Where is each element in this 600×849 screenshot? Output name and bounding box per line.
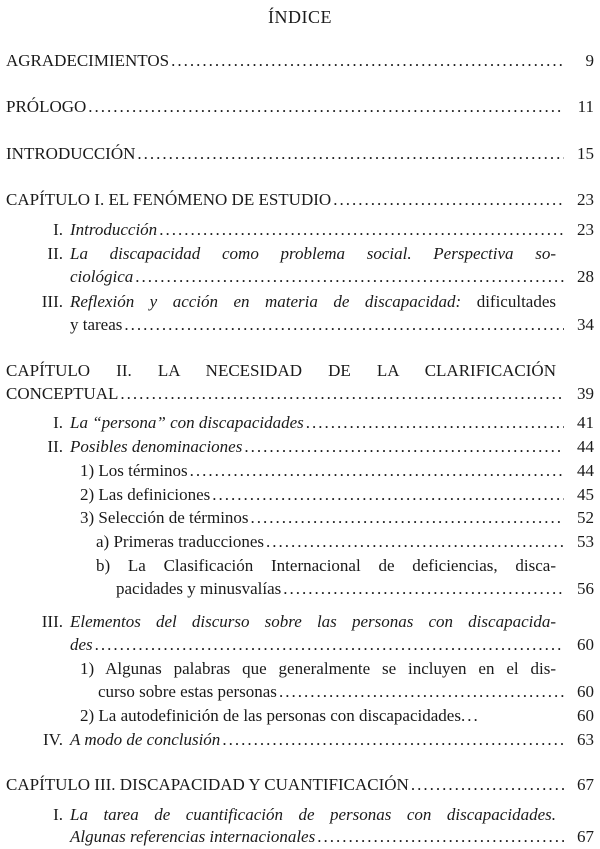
entry-label: La discapacidad como problema social. Perspectiva so- xyxy=(70,244,556,263)
section-number: I. xyxy=(53,805,63,824)
toc-entry-prologo[interactable] xyxy=(6,96,594,118)
dot-leader xyxy=(95,634,564,656)
entry-label: INTRODUCCIÓN xyxy=(6,144,136,163)
page-number: 63 xyxy=(577,730,594,749)
toc-entry-capitulo-2-line1[interactable] xyxy=(6,360,556,382)
toc-entry-c1-discapacidad-line1[interactable] xyxy=(70,243,556,265)
section-number: II. xyxy=(47,437,63,456)
entry-label: 1) Algunas palabras que generalmente se incluyen en el dis- xyxy=(80,659,556,678)
entry-label: 3) Selección de términos xyxy=(80,508,249,527)
dot-leader xyxy=(159,219,564,241)
entry-label: pacidades y minusvalías xyxy=(116,579,282,598)
section-number: IV. xyxy=(43,730,63,749)
dot-leader xyxy=(190,460,564,482)
page-number: 52 xyxy=(577,508,594,527)
toc-entry-c2-traducciones[interactable] xyxy=(96,531,594,553)
entry-label: Introducción xyxy=(70,220,158,239)
page-number: 44 xyxy=(577,437,594,456)
dot-leader xyxy=(137,143,564,165)
section-number: II. xyxy=(47,244,63,263)
toc-entry-c2-seleccion[interactable] xyxy=(80,507,594,529)
section-number: I. xyxy=(53,413,63,432)
section-number: III. xyxy=(41,292,63,311)
page-number: 44 xyxy=(577,461,594,480)
toc-entry-c2-conclusion[interactable] xyxy=(70,729,594,751)
dot-leader xyxy=(266,531,564,553)
toc-entry-c2-denominaciones[interactable] xyxy=(70,436,594,458)
toc-entry-agradecimientos[interactable] xyxy=(6,50,594,72)
page-number: 15 xyxy=(577,144,594,163)
section-number: I. xyxy=(53,220,63,239)
dot-leader xyxy=(88,96,564,118)
entry-label: CAPÍTULO III. DISCAPACIDAD Y CUANTIFICACIÓN xyxy=(6,775,409,794)
dot-leader xyxy=(279,681,564,703)
entry-label: des xyxy=(70,635,93,654)
dot-leader xyxy=(135,266,564,288)
toc-entry-c2-clasificacion-line1[interactable] xyxy=(96,555,556,577)
toc-entry-c3-cuantificacion-line1[interactable] xyxy=(70,804,556,826)
entry-label: b) La Clasificación Internacional de deficiencias, disca- xyxy=(96,556,556,575)
toc-entry-introduccion[interactable] xyxy=(6,143,594,165)
entry-label: CAPÍTULO II. LA NECESIDAD DE LA CLARIFICACIÓN xyxy=(6,361,556,380)
toc-entry-c3-cuantificacion[interactable] xyxy=(70,826,594,848)
page-number: 41 xyxy=(577,413,594,432)
entry-label: La “persona” con discapacidades xyxy=(70,413,304,432)
page-number: 9 xyxy=(585,51,594,70)
toc-entry-c2-autodefinicion[interactable] xyxy=(80,705,594,727)
dot-leader xyxy=(212,484,564,506)
dot-leader xyxy=(222,729,564,751)
page-number: 23 xyxy=(577,190,594,209)
entry-label: A modo de conclusión xyxy=(70,730,221,749)
page-number: 60 xyxy=(577,706,594,725)
toc-entry-c2-discurso[interactable] xyxy=(70,634,594,656)
toc-entry-c2-palabras-line1[interactable] xyxy=(80,658,556,680)
page-number: 60 xyxy=(577,635,594,654)
page-number: 39 xyxy=(577,384,594,403)
dot-leader xyxy=(124,314,564,336)
entry-label: curso sobre estas personas xyxy=(98,682,277,701)
entry-label: y tareas xyxy=(70,315,123,334)
dot-leader xyxy=(171,50,564,72)
toc-entry-c2-terminos[interactable] xyxy=(80,460,594,482)
toc-entry-c2-definiciones[interactable] xyxy=(80,484,594,506)
entry-label-italic: Reflexión y acción en materia de discapacidad: xyxy=(70,292,462,311)
toc-entry-c1-discapacidad[interactable] xyxy=(70,266,594,288)
toc-entry-capitulo-2[interactable] xyxy=(6,383,594,405)
entry-label: Algunas referencias internacionales xyxy=(70,827,316,846)
page-number: 11 xyxy=(577,97,594,116)
entry-label: AGRADECIMIENTOS xyxy=(6,51,170,70)
entry-label: CAPÍTULO I. EL FENÓMENO DE ESTUDIO xyxy=(6,190,332,209)
page-number: 67 xyxy=(577,775,594,794)
entry-label-rest: dificultades xyxy=(461,292,557,311)
toc-entry-c2-palabras[interactable] xyxy=(98,681,594,703)
toc-entry-c1-reflexion[interactable] xyxy=(70,314,594,336)
page-number: 28 xyxy=(577,267,594,286)
dot-leader xyxy=(467,705,479,727)
dot-leader xyxy=(251,507,564,529)
page-number: 60 xyxy=(577,682,594,701)
dot-leader xyxy=(333,189,564,211)
toc-entry-c1-reflexion-line1[interactable] xyxy=(70,291,556,313)
toc-entry-capitulo-3[interactable] xyxy=(6,774,594,796)
entry-label: 2) Las definiciones xyxy=(80,485,211,504)
entry-label: a) Primeras traducciones xyxy=(96,532,265,551)
page-title: ÍNDICE xyxy=(268,7,332,27)
toc-entry-c2-clasificacion[interactable] xyxy=(116,578,594,600)
toc-entry-c2-discurso-line1[interactable] xyxy=(70,611,556,633)
toc-entry-c2-persona[interactable] xyxy=(70,412,594,434)
toc-entry-c1-introduccion[interactable] xyxy=(70,219,594,241)
section-number: III. xyxy=(41,612,63,631)
page-number: 45 xyxy=(577,485,594,504)
dot-leader xyxy=(306,412,564,434)
dot-leader xyxy=(317,826,564,848)
entry-label: 2) La autodefinición de las personas con discapacidades. xyxy=(80,706,466,725)
page-number: 34 xyxy=(577,315,594,334)
entry-label: PRÓLOGO xyxy=(6,97,87,116)
entry-label: 1) Los términos xyxy=(80,461,188,480)
toc-entry-capitulo-1[interactable] xyxy=(6,189,594,211)
dot-leader xyxy=(411,774,564,796)
dot-leader xyxy=(120,383,564,405)
entry-label: La tarea de cuantificación de personas con discapacidades. xyxy=(70,805,556,824)
dot-leader xyxy=(283,578,564,600)
page-number: 23 xyxy=(577,220,594,239)
entry-label: Posibles denominaciones xyxy=(70,437,243,456)
dot-leader xyxy=(244,436,564,458)
entry-label: Elementos del discurso sobre las personas con discapacida- xyxy=(70,612,556,631)
page-number: 53 xyxy=(577,532,594,551)
page-number: 67 xyxy=(577,827,594,846)
page-number: 56 xyxy=(577,579,594,598)
entry-label: ciológica xyxy=(70,267,134,286)
entry-label: CONCEPTUAL xyxy=(6,384,119,403)
